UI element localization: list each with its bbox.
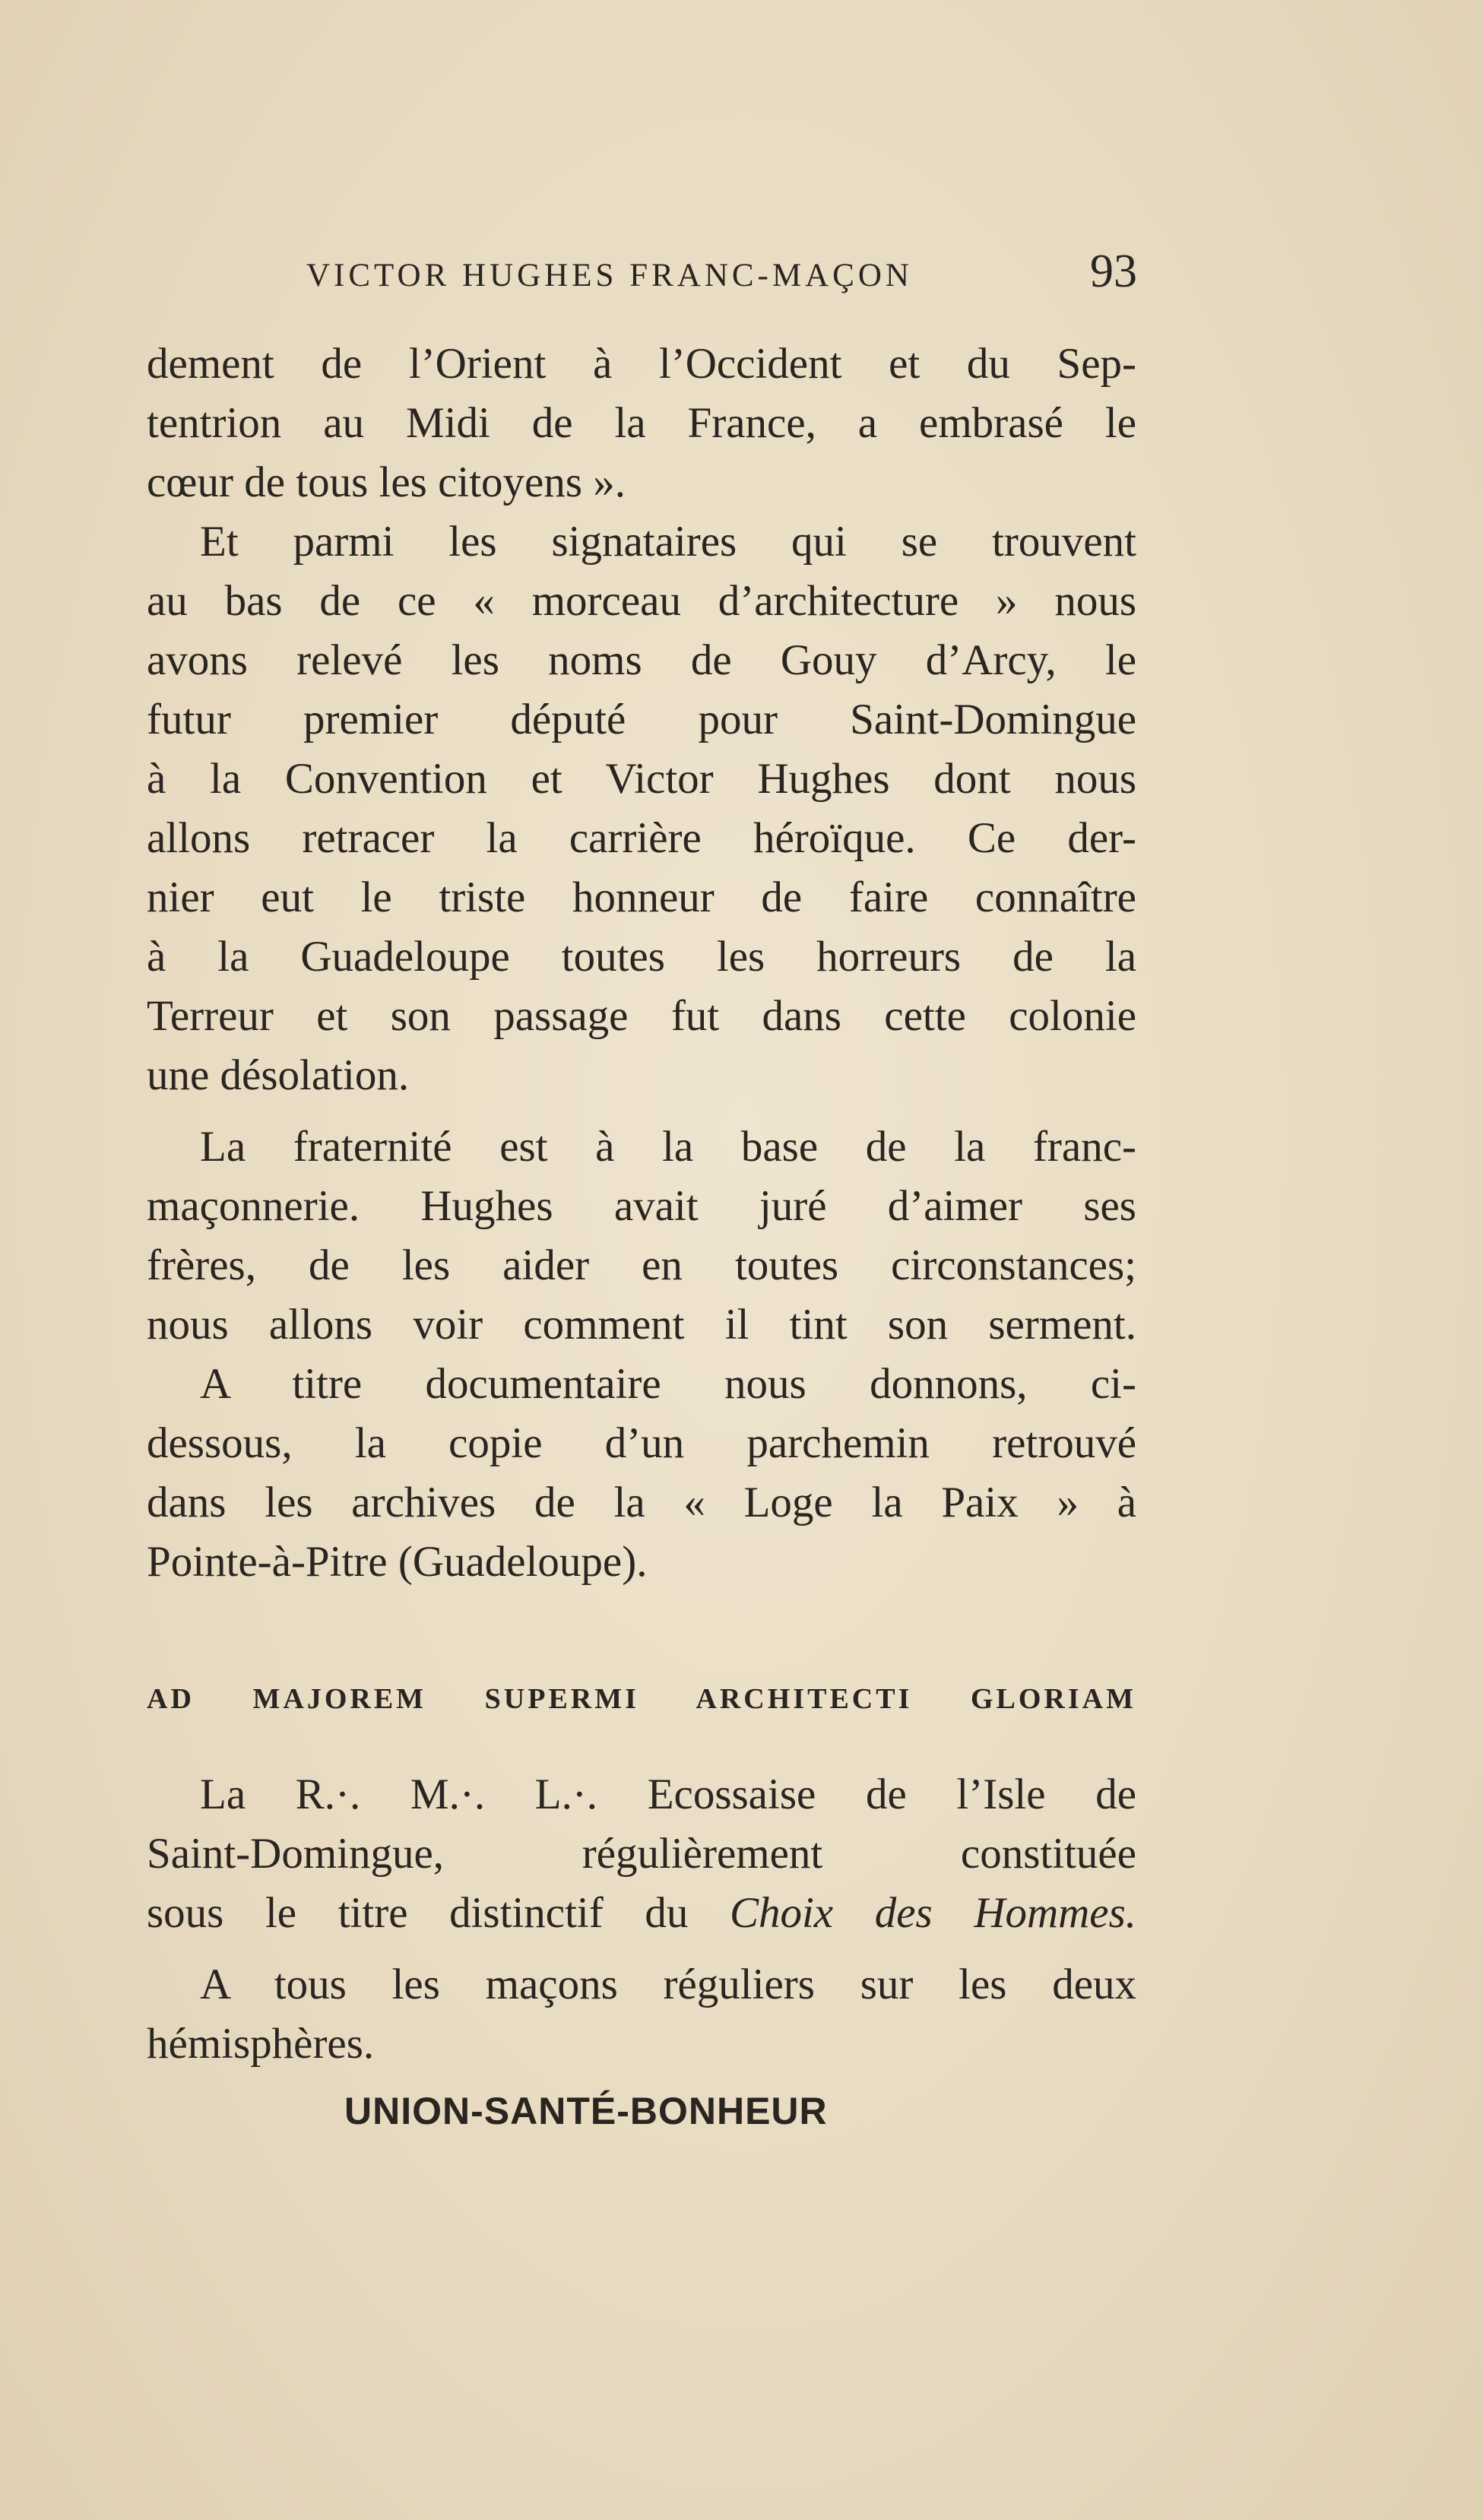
document-line: La R.·. M.·. L.·. Ecossaise de l’Isle de — [200, 1770, 1136, 1818]
body-line: La fraternité est à la base de la franc- — [200, 1123, 1136, 1171]
body-line: frères, de les aider en toutes circonstances; — [147, 1241, 1136, 1289]
document-line — [147, 1884, 1136, 1943]
body-line: A titre documentaire nous donnons, ci- — [200, 1360, 1136, 1408]
body-line: cœur de tous les citoyens ». — [147, 458, 626, 506]
body-line: une désolation. — [147, 1051, 410, 1099]
body-line: maçonnerie. Hughes avait juré d’aimer ses — [147, 1182, 1136, 1230]
document-line: Saint-Domingue, régulièrement constituée — [147, 1830, 1136, 1878]
running-head: VICTOR HUGHES FRANC-MAÇON — [306, 258, 913, 293]
document-line: hémisphères. — [147, 2020, 375, 2068]
body-line: Pointe-à-Pitre (Guadeloupe). — [147, 1538, 648, 1586]
body-line: au bas de ce « morceau d’architecture » nous — [147, 577, 1136, 625]
body-line: dement de l’Orient à l’Occident et du Sep- — [147, 340, 1136, 388]
body-line: tentrion au Midi de la France, a embrasé le — [147, 399, 1136, 447]
body-line: Terreur et son passage fut dans cette colonie — [147, 992, 1136, 1040]
body-line: à la Guadeloupe toutes les horreurs de la — [147, 933, 1136, 981]
page-number: 93 — [1090, 246, 1137, 297]
document-heading: AD MAJOREM SUPERMI ARCHITECTI GLORIAM — [147, 1683, 1136, 1715]
body-line: allons retracer la carrière héroïque. Ce der- — [147, 814, 1136, 862]
motto: UNION-SANTÉ-BONHEUR — [344, 2090, 828, 2132]
body-line: Et parmi les signataires qui se trouvent — [200, 518, 1136, 566]
body-line: nous allons voir comment il tint son serment. — [147, 1301, 1136, 1349]
body-line: à la Convention et Victor Hughes dont nous — [147, 755, 1136, 803]
body-line: futur premier député pour Saint-Domingue — [147, 696, 1136, 743]
document-line-text: sous le titre distinctif du — [147, 1889, 730, 1937]
body-line: dans les archives de la « Loge la Paix » à — [147, 1479, 1136, 1526]
body-line: nier eut le triste honneur de faire connaître — [147, 873, 1136, 921]
body-line: dessous, la copie d’un parchemin retrouvé — [147, 1419, 1136, 1467]
body-line: avons relevé les noms de Gouy d’Arcy, le — [147, 636, 1136, 684]
document-line: A tous les maçons réguliers sur les deux — [200, 1961, 1136, 2008]
lodge-name: Choix des Hommes. — [729, 1889, 1136, 1937]
